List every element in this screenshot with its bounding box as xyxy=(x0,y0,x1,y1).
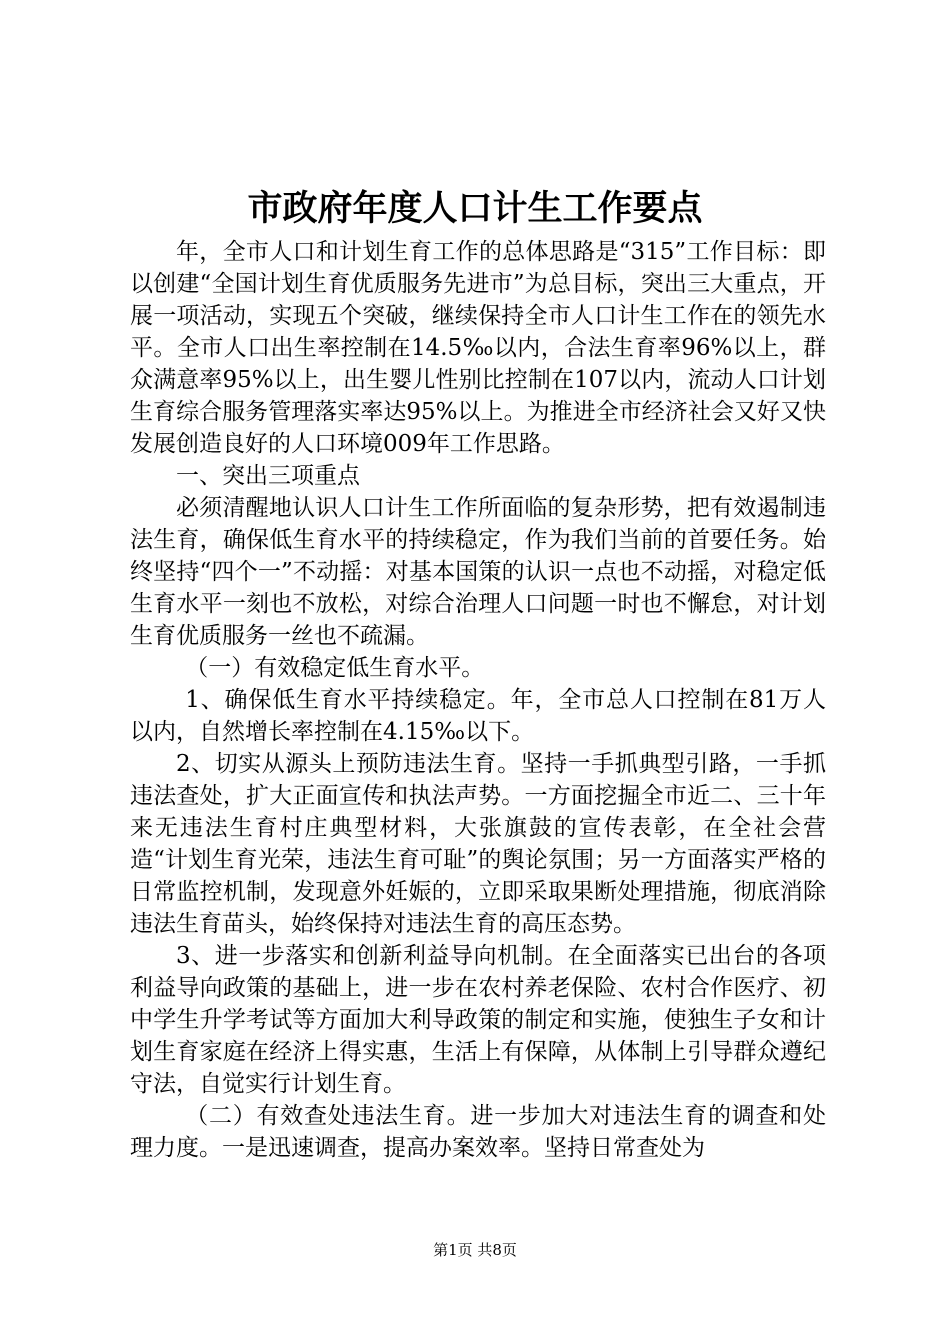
document-body xyxy=(130,236,826,1164)
paragraph: 必须清醒地认识人口计生工作所面临的复杂形势，把有效遏制违法生育，确保低生育水平的持续稳定，作为我们当前的首要任务。始终坚持“四个一”不动摇：对基本国策的认识一点也不动摇，对稳定低生育水平一刻也不放松，对综合治理人口问题一时也不懈怠，对计划生育优质服务一丝也不疏漏。 xyxy=(130,495,826,649)
page-footer: 第1页 共8页 xyxy=(433,1241,517,1259)
paragraph: （二）有效查处违法生育。进一步加大对违法生育的调查和处理力度。一是迅速调查，提高办案效率。坚持日常查处为 xyxy=(130,1103,826,1161)
paragraph: 3、进一步落实和创新利益导向机制。在全面落实已出台的各项利益导向政策的基础上，进一步在农村养老保险、农村合作医疗、初中学生升学考试等方面加大利导政策的制定和实施，使独生子女和计划生育家庭在经济上得实惠，生活上有保障，从体制上引导群众遵纪守法，自觉实行计划生育。 xyxy=(130,943,826,1097)
paragraph: 年，全市人口和计划生育工作的总体思路是“315”工作目标：即以创建“全国计划生育优质服务先进市”为总目标，突出三大重点，开展一项活动，实现五个突破，继续保持全市人口计生工作在的领先水平。全市人口出生率控制在14.5‰以内，合法生育率96%以上，群众满意率95%以上，出生婴儿性别比控制在107以内，流动人口计划生育综合服务管理落实率达95%以上。为推进全市经济社会又好又快发展创造良好的人口环境009年工作思路。 xyxy=(130,239,826,457)
document-title: 市政府年度人口计生工作要点 xyxy=(247,188,703,229)
paragraph: 2、切实从源头上预防违法生育。坚持一手抓典型引路，一手抓违法查处，扩大正面宣传和执法声势。一方面挖掘全市近二、三十年来无违法生育村庄典型材料，大张旗鼓的宣传表彰，在全社会营造“计划生育光荣，违法生育可耻”的舆论氛围；另一方面落实严格的日常监控机制，发现意外妊娠的，立即采取果断处理措施，彻底消除违法生育苗头，始终保持对违法生育的高压态势。 xyxy=(130,751,826,937)
section-heading: 一、突出三项重点 xyxy=(176,463,360,489)
subsection-heading: （一）有效稳定低生育水平。 xyxy=(185,655,485,681)
paragraph: 1、确保低生育水平持续稳定。年，全市总人口控制在81万人以内，自然增长率控制在4.15‰以下。 xyxy=(130,687,826,745)
